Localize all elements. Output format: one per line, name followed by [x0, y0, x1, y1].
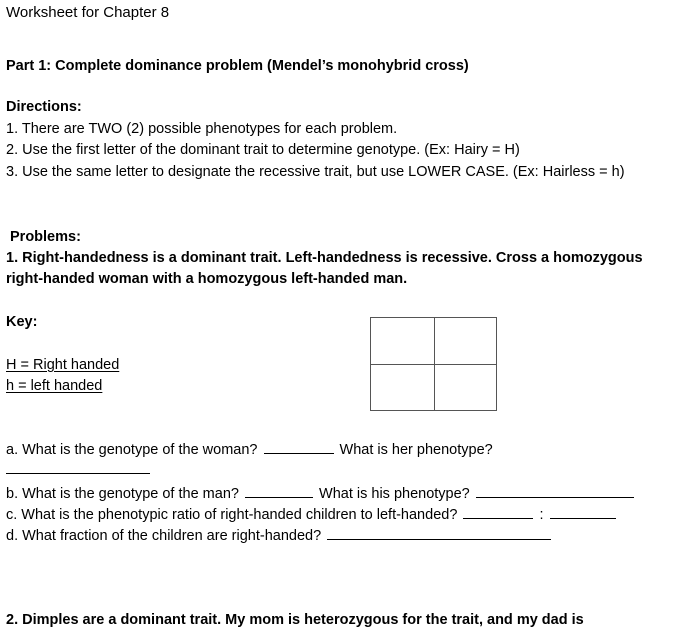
punnett-cell-top-left[interactable] [371, 318, 434, 364]
problem-1-line-2: right-handed woman with a homozygous left-handed man. [6, 271, 408, 287]
punnett-square[interactable] [370, 317, 497, 411]
fraction-blank[interactable] [327, 525, 551, 540]
man-genotype-blank[interactable] [245, 483, 313, 498]
question-c-text: c. What is the phenotypic ratio of right-handed children to left-handed? [6, 507, 458, 523]
key-item-dominant: H = Right handed [6, 357, 120, 373]
ratio-left-blank[interactable] [550, 504, 616, 519]
problems-heading: Problems: [10, 229, 81, 245]
key-item-recessive: h = left handed [6, 378, 103, 394]
punnett-cell-bottom-left[interactable] [371, 365, 434, 410]
question-c [6, 504, 618, 525]
punnett-cell-bottom-right[interactable] [435, 365, 496, 410]
question-a-phenotype-text: What is her phenotype? [339, 442, 493, 458]
question-b-text: b. What is the genotype of the man? [6, 486, 239, 502]
ratio-right-blank[interactable] [463, 504, 533, 519]
ratio-separator: : [539, 507, 544, 523]
question-d-text: d. What fraction of the children are right-handed? [6, 528, 322, 544]
directions-heading: Directions: [6, 99, 82, 115]
problem-1-line-1: 1. Right-handedness is a dominant trait. Left-handedness is recessive. Cross a homozygous [6, 250, 643, 266]
question-a-text: a. What is the genotype of the woman? [6, 442, 258, 458]
question-a [6, 439, 493, 460]
question-b [6, 483, 636, 504]
key-heading: Key: [6, 314, 38, 330]
problem-2-line-1: 2. Dimples are a dominant trait. My mom is heterozygous for the trait, and my dad is [6, 612, 584, 628]
woman-phenotype-blank[interactable] [6, 459, 150, 474]
direction-item-3: 3. Use the same letter to designate the recessive trait, but use LOWER CASE. (Ex: Hairless = h) [6, 164, 625, 180]
part1-heading: Part 1: Complete dominance problem (Mendel’s monohybrid cross) [6, 58, 469, 74]
punnett-cell-top-right[interactable] [435, 318, 496, 364]
woman-genotype-blank[interactable] [264, 439, 334, 454]
question-a-answer-line [6, 459, 152, 480]
worksheet-title: Worksheet for Chapter 8 [6, 4, 170, 21]
question-d [6, 525, 553, 546]
question-b-phenotype-text: What is his phenotype? [319, 486, 470, 502]
direction-item-2: 2. Use the first letter of the dominant trait to determine genotype. (Ex: Hairy = H) [6, 142, 520, 158]
man-phenotype-blank[interactable] [476, 483, 634, 498]
direction-item-1: 1. There are TWO (2) possible phenotypes for each problem. [6, 121, 398, 137]
